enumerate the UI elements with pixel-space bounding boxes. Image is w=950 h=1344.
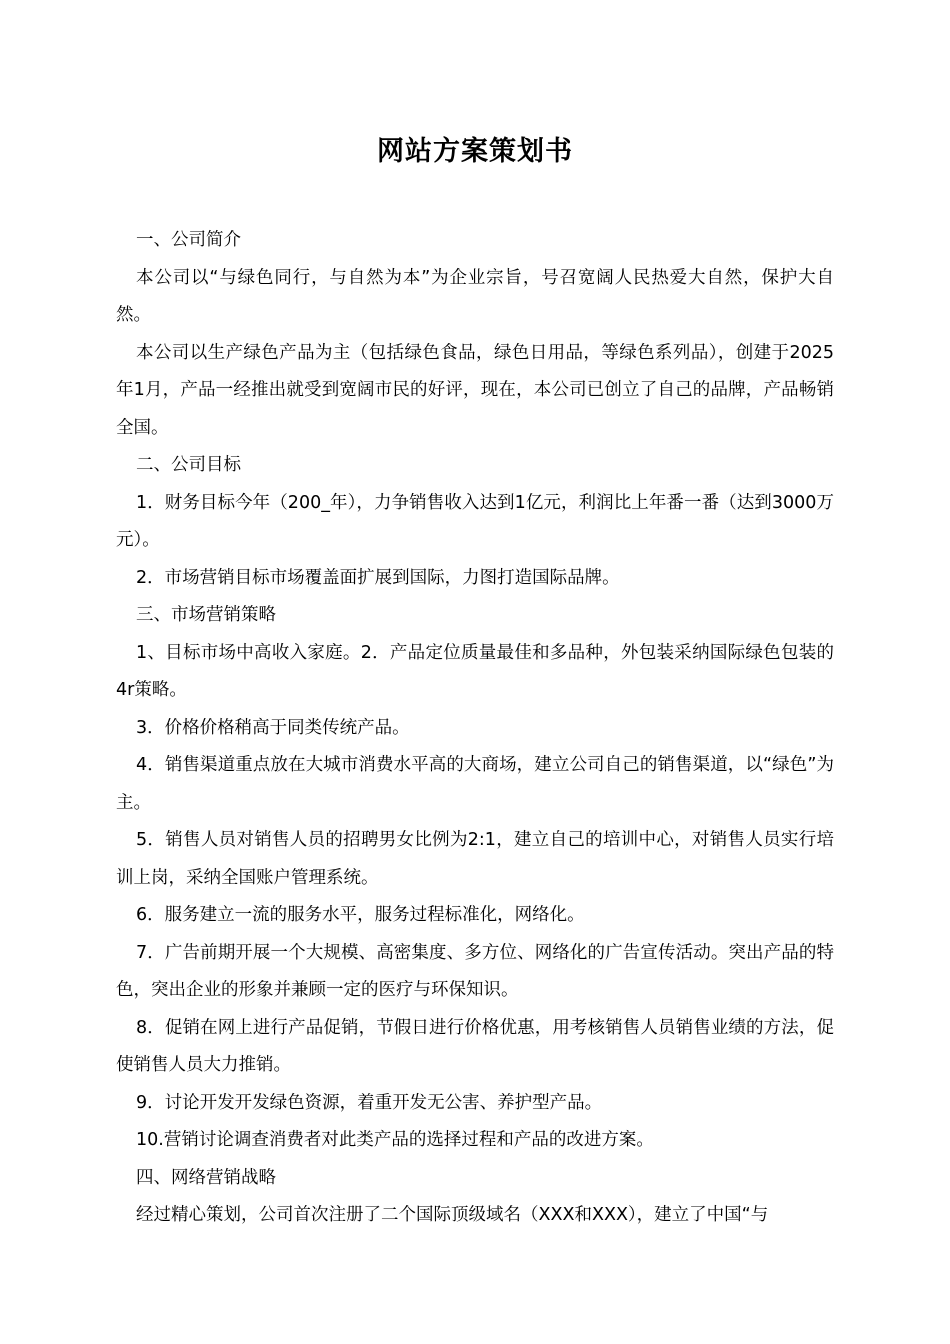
paragraph-promotion: 8．促销在网上进行产品促销，节假日进行价格优惠，用考核销售人员销售业绩的方法，促使销售人员大力推销。 <box>116 1017 834 1075</box>
paragraph-sales-staff: 5．销售人员对销售人员的招聘男女比例为2:1，建立自己的培训中心，对销售人员实行培训上岗，采纳全国账户管理系统。 <box>116 830 834 888</box>
paragraph-company-products: 本公司以生产绿色产品为主（包括绿色食品，绿色日用品，等绿色系列品），创建于2025年1月，产品一经推出就受到宽阔市民的好评，现在，本公司已创立了自己的品牌，产品畅销全国。 <box>116 342 834 438</box>
section-heading-online-marketing: 四、网络营销战略 <box>136 1167 276 1188</box>
paragraph-marketing-research: 10.营销讨论调查消费者对此类产品的选择过程和产品的改进方案。 <box>136 1130 654 1150</box>
paragraph-service: 6．服务建立一流的服务水平，服务过程标准化，网络化。 <box>136 905 585 925</box>
paragraph-sales-channel: 4．销售渠道重点放在大城市消费水平高的大商场，建立公司自己的销售渠道，以“绿色”为主。 <box>116 755 834 813</box>
section-heading-marketing-strategy: 三、市场营销策略 <box>136 605 276 625</box>
section-heading-company-goals: 二、公司目标 <box>136 455 241 475</box>
section-heading-company-intro: 一、公司简介 <box>136 230 241 250</box>
paragraph-company-motto: 本公司以“与绿色同行，与自然为本”为企业宗旨，号召宽阔人民热爱大自然，保护大自然。 <box>116 267 834 325</box>
paragraph-research-development: 9．讨论开发开发绿色资源，着重开发无公害、养护型产品。 <box>136 1092 603 1113</box>
document-body <box>116 222 834 1235</box>
document-title: 网站方案策划书 <box>377 136 573 167</box>
paragraph-domain-registration: 经过精心策划，公司首次注册了二个国际顶级域名（XXX和XXX），建立了中国“与 <box>136 1205 769 1225</box>
paragraph-advertising: 7．广告前期开展一个大规模、高密集度、多方位、网络化的广告宣传活动。突出产品的特色，突出企业的形象并兼顾一定的医疗与环保知识。 <box>116 942 834 1000</box>
paragraph-marketing-goal: 2．市场营销目标市场覆盖面扩展到国际，力图打造国际品牌。 <box>136 567 620 588</box>
paragraph-target-market: 1、目标市场中高收入家庭。2．产品定位质量最佳和多品种，外包装采纳国际绿色包装的4r策略。 <box>116 642 834 700</box>
paragraph-pricing: 3．价格价格稍高于同类传统产品。 <box>136 717 410 738</box>
paragraph-financial-goal: 1．财务目标今年（200_年），力争销售收入达到1亿元，利润比上年番一番（达到3000万元）。 <box>116 492 834 550</box>
